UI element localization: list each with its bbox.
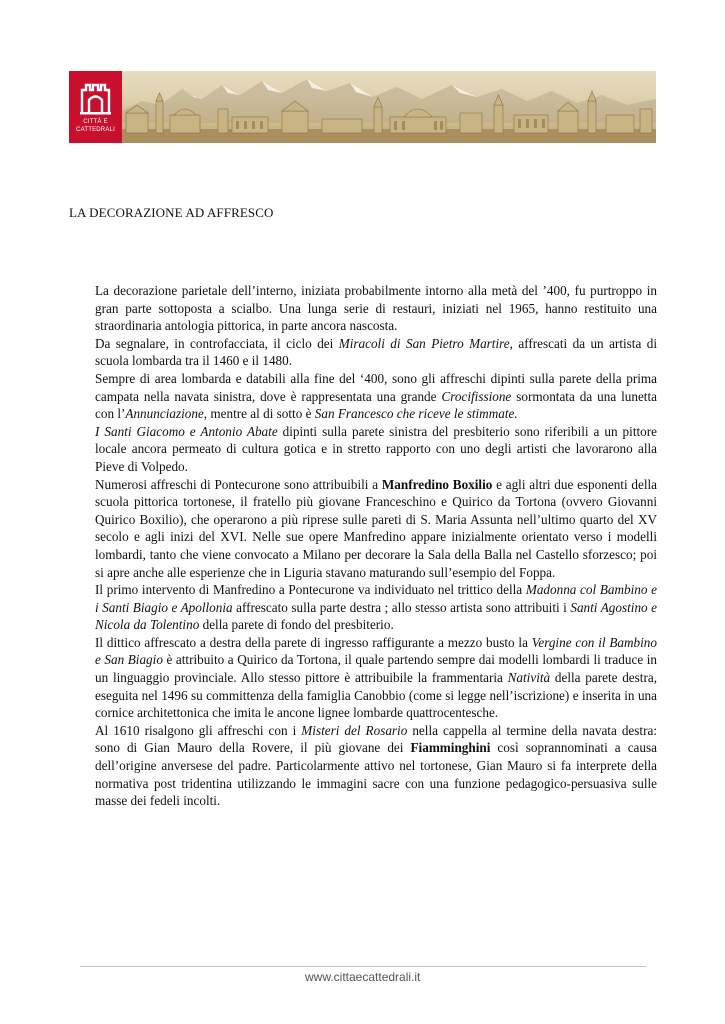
cathedral-logo-icon <box>78 78 113 116</box>
footer-url: www.cittaecattedrali.it <box>305 970 421 984</box>
footer-divider <box>80 966 646 967</box>
text-run: Sempre di area lombarda e databili alla fine del ‘400, sono gli affreschi dipinti sulla parete della prima campata nella navata sinistra, dove è rappresentata una grande <box>95 370 657 404</box>
text-run: Il dittico affrescato a destra della parete di ingresso raffigurante a mezzo busto la <box>95 634 532 650</box>
paragraph <box>95 423 657 476</box>
italic-run: Vergine con il Bambino e San Biagio <box>95 634 657 668</box>
header-banner <box>69 71 656 143</box>
text-run: sormontata da una lunetta con l’ <box>95 388 657 422</box>
italic-run: Crocifissione <box>441 388 512 404</box>
text-run: La decorazione parietale dell’interno, iniziata probabilmente intorno alla metà del ’400, fu purtroppo in gran parte sottoposta a scialbo. Una lunga serie di restauri, iniziati nel 1965, hanno restituito una straordinaria antologia pittorica, in parte ancora nascosta. <box>95 283 657 334</box>
bold-run: Fiamminghini <box>410 740 491 756</box>
text-run: della parete destra, eseguita nel 1496 su committenza della famiglia Canobbio (come si legge nell’iscrizione) e inserita in una cornice architettonica che imita le ancone lignee lombarde quattrocentesche. <box>95 670 657 721</box>
logo-text: CITTÀ E CATTEDRALI <box>76 119 115 133</box>
text-run: Il primo intervento di Manfredino a Pontecurone va individuato nel trittico della <box>95 582 526 598</box>
italic-run: Natività <box>507 670 551 686</box>
italic-run: Annunciazione <box>125 406 204 422</box>
italic-run: Miracoli di San Pietro Martire <box>338 335 510 351</box>
text-run: della parete di fondo del presbiterio. <box>199 617 394 633</box>
italic-run: Santi Agostino e Nicola da Tolentino <box>95 599 657 633</box>
bold-run: Manfredino Boxilio <box>381 476 493 492</box>
italic-run: Madonna col Bambino e i Santi Biagio e Apollonia <box>95 582 657 615</box>
italic-run: I Santi Giacomo e Antonio Abate <box>95 423 278 439</box>
logo <box>69 71 122 143</box>
text-run: e agli altri due esponenti della scuola pittorica tortonese, il fratello più giovane Franceschino e Quirico da Tortona (ovvero Giovanni Quirico Boxilio), che operarono a più riprese sulle pareti di S. Maria Assunta nell’ultimo quarto del XV secolo e agli inizi del XVI. Nelle sue opere Manfredino appare inizialmente orientato verso i modelli lombardi, tanto che viene convocato a Milano per decorare la Sala della Balla nel Castello sforzesco; poi si apre anche alle esperienze che in Liguria stavano maturando sull’esempio del Foppa. <box>95 476 658 580</box>
text-run: nella cappella al termine della navata destra: sono di Gian Mauro della Rovere, il più giovane dei <box>95 722 657 756</box>
paragraph <box>95 634 657 722</box>
paragraph <box>95 722 657 810</box>
document-body <box>95 282 657 810</box>
paragraph <box>95 476 657 582</box>
landscape-illustration <box>122 71 656 143</box>
paragraph <box>95 581 657 634</box>
text-run: , affrescati da un artista di scuola lombarda tra il 1460 e il 1480. <box>95 335 657 369</box>
italic-run: Misteri del Rosario <box>301 722 408 738</box>
text-run: Numerosi affreschi di Pontecurone sono attribuibili a <box>95 476 382 492</box>
document-title: LA DECORAZIONE AD AFFRESCO <box>69 205 274 220</box>
paragraph <box>95 335 657 370</box>
text-run: affrescato sulla parte destra ; allo stesso artista sono attribuiti i <box>232 599 571 615</box>
text-run: così soprannominati a causa dell’origine anversese del padre. Particolarmente attivo nel tortonese, Gian Mauro si fa interprete della normativa post tridentina utilizzando le immagini sacre con una funzione pedagogico-persuasiva sulle masse dei fedeli incolti. <box>95 740 657 809</box>
italic-run: San Francesco che riceve le stimmate. <box>314 406 518 422</box>
text-run: Al 1610 risalgono gli affreschi con i <box>95 722 302 738</box>
text-run: Da segnalare, in controfacciata, il ciclo dei <box>95 335 339 351</box>
paragraph <box>95 370 657 423</box>
text-run: è attribuito a Quirico da Tortona, il quale partendo sempre dai modelli lombardi li traduce in un linguaggio provinciale. Allo stesso pittore è attribuibile la frammentaria <box>95 652 657 686</box>
text-run: , mentre al di sotto è <box>203 406 315 422</box>
paragraph <box>95 282 657 335</box>
text-run: dipinti sulla parete sinistra del presbiterio sono riferibili a un pittore locale ancora permeato di cultura gotica e in stretto rapporto con uno degli artisti che lavorarono alla Pieve di Volpedo. <box>95 423 657 474</box>
